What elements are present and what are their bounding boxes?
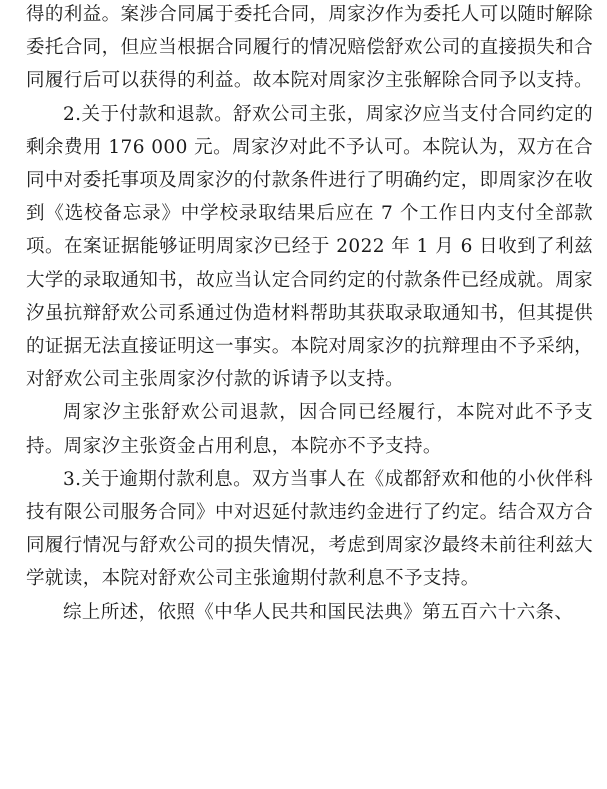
paragraph-refund-claim: 周家汐主张舒欢公司退款，因合同已经履行，本院对此不予支持。周家汐主张资金占用利息，本院亦不予支持。 [26,402,593,457]
paragraph-payment-refund: 2.关于付款和退款。舒欢公司主张，周家汐应当支付合同约定的剩余费用 176 000 元。周家汐对此不予认可。本院认为，双方在合同中对委托事项及周家汐的付款条件进行了明确约定，即周家汐在收到《选校备忘录》中学校录取结果后应在 7 个工作日内支付全部款项。在案证据能够证明周家汐已经于 2022 年 1 月 6 日收到了利兹大学的录取通知书，故应当认定合同约定的付款条件已经成就。周家汐虽抗辩舒欢公司系通过伪造材料帮助其获取录取通知书，但其提供的证据无法直接证明这一事实。本院对周家汐的抗辩理由不予采纳，对舒欢公司主张周家汐付款的诉请予以支持。 [26,103,594,391]
paragraph-conclusion: 综上所述，依照《中华人民共和国民法典》第五百六十六条、 [63,601,574,623]
paragraph-continuation: 得的利益。案涉合同属于委托合同，周家汐作为委托人可以随时解除委托合同，但应当根据合同履行的情况赔偿舒欢公司的直接损失和合同履行后可以获得的利益。故本院对周家汐主张解除合同予以支持。 [26,4,594,92]
paragraph-overdue-interest: 3.关于逾期付款利息。双方当事人在《成都舒欢和他的小伙伴科技有限公司服务合同》中对迟延付款违约金进行了约定。结合双方合同履行情况与舒欢公司的损失情况，考虑到周家汐最终未前往利兹大学就读，本院对舒欢公司主张逾期付款利息不予支持。 [26,468,594,590]
